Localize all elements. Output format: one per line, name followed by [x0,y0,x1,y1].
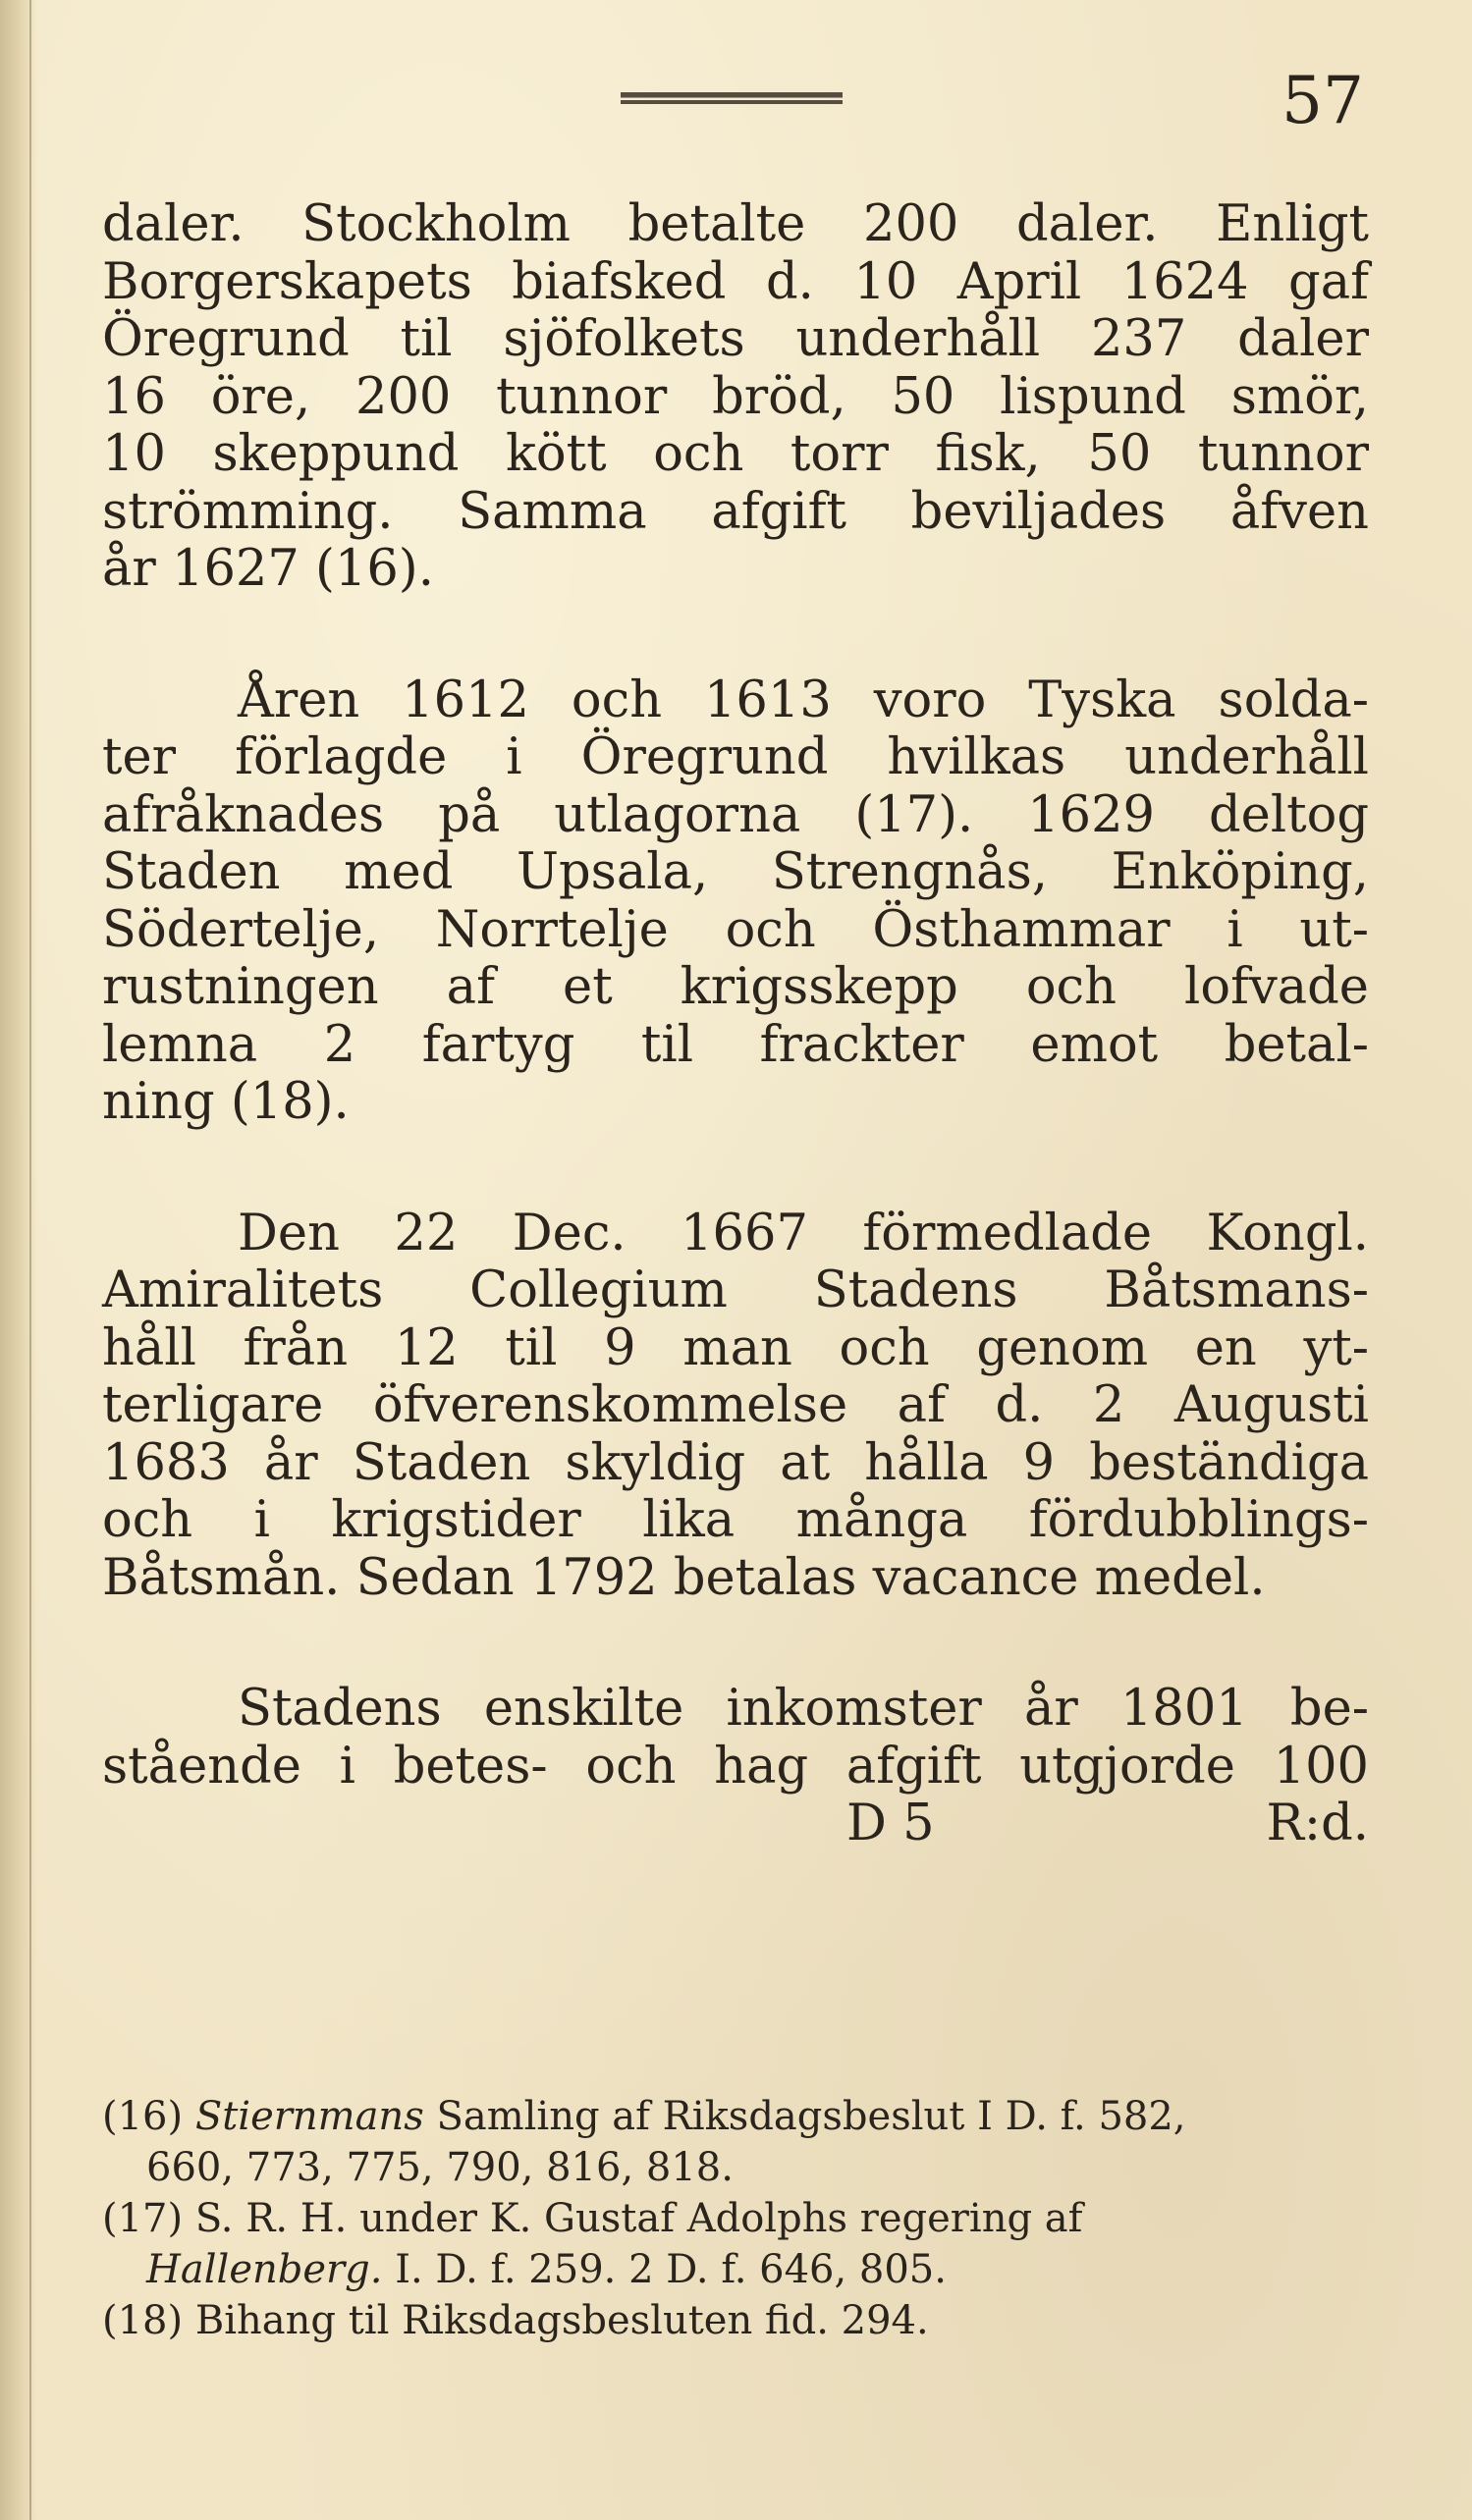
footnote-line [102,2193,1369,2244]
text-line: 10 skeppund kött och torr fisk, 50 tunnor [102,425,1369,483]
text-line: håll från 12 til 9 man och genom en yt- [102,1318,1369,1377]
footnote-author: Hallenberg. [146,2247,383,2292]
footnote-text: Bihang til Riksdagsbesluten fid. 294. [194,2298,929,2343]
text-line: 16 öre, 200 tunnor bröd, 50 lispund smör, [102,367,1369,426]
footnote-line [102,2295,1369,2346]
text-line: och i krigstider lika många fördubblings- [102,1491,1369,1549]
text-line: rustningen af et krigsskepp och lofvade [102,958,1369,1016]
text-line: 1683 år Staden skyldig at hålla 9 beständiga [102,1433,1369,1492]
binding-edge-line [29,0,31,2520]
signature-spacer [102,1796,515,1853]
text-line: afråknades på utlagorna (17). 1629 deltog [102,785,1369,844]
signature-mark: D 5 [845,1795,935,1852]
catchword: R:d. [1266,1795,1369,1852]
paragraph-gap [102,1132,1369,1206]
text-line: terligare öfverenskommelse af d. 2 Augusti [102,1376,1369,1434]
footnote-text: Samling af Riksdagsbeslut I D. f. 582, [436,2094,1186,2139]
text-line: Båtsmån. Sedan 1792 betalas vacance medel. [102,1548,1266,1607]
footnote-author: Stiernmans [194,2094,424,2139]
text-line: strömming. Samma afgift beviljades åfven [102,482,1369,541]
body-text [102,196,1369,1853]
text-line: år 1627 (16). [102,540,434,598]
paragraph-1 [102,196,1369,599]
text-line: Södertelje, Norrtelje och Östhammar i ut- [102,900,1369,959]
footnote-number: (17) [102,2196,184,2241]
footnote-text: I. D. f. 259. 2 D. f. 646, 805. [395,2247,947,2292]
text-line: Amiralitets Collegium Stadens Båtsmans- [102,1261,1369,1319]
text-line: stående i betes- och hag afgift utgjorde 100 [102,1737,1369,1796]
paragraph-2 [102,672,1369,1132]
page-gutter-shadow [0,0,37,2520]
paragraph-3 [102,1206,1369,1608]
text-line: Stadens enskilte inkomster år 1801 be- [238,1680,1369,1738]
text-line: Den 22 Dec. 1667 förmedlade Kongl. [238,1204,1369,1262]
page-number: 57 [1281,63,1364,138]
text-line: ning (18). [102,1073,350,1131]
footnotes [102,2091,1369,2346]
text-line: daler. Stockholm betalte 200 daler. Enligt [102,195,1369,253]
paragraph-4 [102,1681,1369,1796]
text-line: Staden med Upsala, Strengnås, Enköping, [102,843,1369,901]
text-line: Öregrund til sjöfolkets underhåll 237 daler [102,310,1369,368]
footnote-number: (18) [102,2298,184,2343]
paragraph-gap [102,1607,1369,1681]
footnote-continuation: 660, 773, 775, 790, 816, 818. [146,2145,734,2190]
text-line: Borgerskapets biafsked d. 10 April 1624 gaf [102,252,1369,311]
footnote-18 [102,2295,1369,2346]
header-ornament-rule [621,92,843,104]
footnote-16 [102,2091,1369,2193]
paragraph-gap [102,599,1369,672]
footnote-continuation [102,2244,1369,2295]
signature-line [102,1796,1369,1853]
text-line: ter förlagde i Öregrund hvilkas underhåll [102,728,1369,786]
text-line: Åren 1612 och 1613 voro Tyska solda- [238,670,1369,729]
footnote-number: (16) [102,2094,184,2139]
text-line: lemna 2 fartyg til frackter emot betal- [102,1015,1369,1074]
footnote-text: S. R. H. under K. Gustaf Adolphs regering af [194,2196,1083,2241]
footnote-line [102,2091,1369,2142]
footnote-17 [102,2193,1369,2295]
